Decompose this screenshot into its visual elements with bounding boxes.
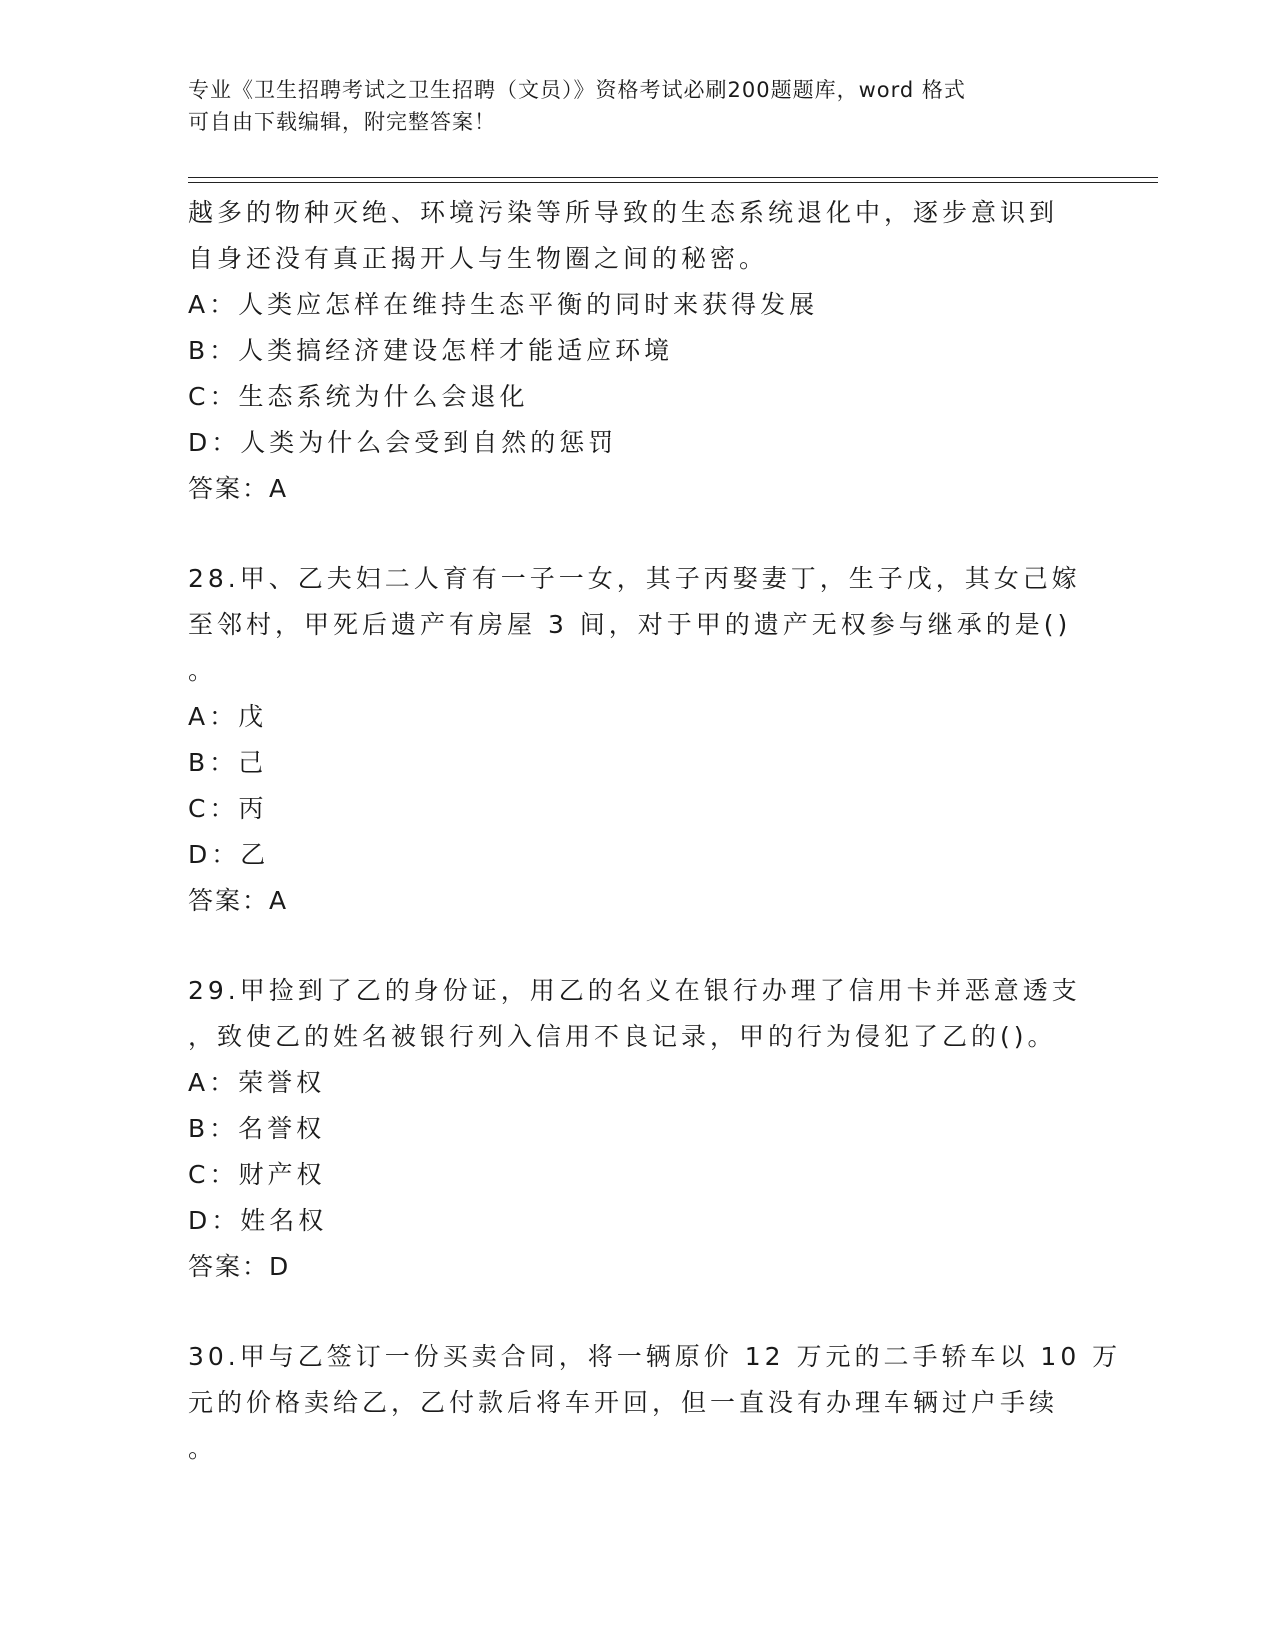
option-d: D：姓名权 bbox=[188, 1206, 328, 1235]
question-27 bbox=[188, 190, 1088, 512]
question-stem-line: 。 bbox=[188, 1434, 218, 1463]
question-stem-line: 至邻村，甲死后遗产有房屋 3 间，对于甲的遗产无权参与继承的是() bbox=[188, 610, 1072, 639]
header-title-line-2: 可自由下载编辑，附完整答案！ bbox=[188, 110, 496, 134]
question-stem-line: 越多的物种灭绝、环境污染等所导致的生态系统退化中，逐步意识到 bbox=[188, 198, 1059, 227]
question-stem-line: 30.甲与乙签订一份买卖合同，将一辆原价 12 万元的二手轿车以 10 万 bbox=[188, 1342, 1122, 1371]
question-stem-line: 元的价格卖给乙，乙付款后将车开回，但一直没有办理车辆过户手续 bbox=[188, 1388, 1059, 1417]
answer-line: 答案：A bbox=[188, 474, 289, 503]
option-c: C：生态系统为什么会退化 bbox=[188, 382, 529, 411]
option-b: B：己 bbox=[188, 748, 268, 777]
header-divider bbox=[188, 177, 1158, 183]
question-stem-line: 28.甲、乙夫妇二人育有一子一女，其子丙娶妻丁，生子戊，其女己嫁 bbox=[188, 564, 1081, 593]
option-b: B：人类搞经济建设怎样才能适应环境 bbox=[188, 336, 674, 365]
question-stem-line: 自身还没有真正揭开人与生物圈之间的秘密。 bbox=[188, 244, 769, 273]
question-stem-line: ，致使乙的姓名被银行列入信用不良记录，甲的行为侵犯了乙的()。 bbox=[188, 1022, 1057, 1051]
question-30 bbox=[188, 1334, 1122, 1472]
option-a: A：荣誉权 bbox=[188, 1068, 326, 1097]
answer-line: 答案：D bbox=[188, 1252, 291, 1281]
option-d: D：人类为什么会受到自然的惩罚 bbox=[188, 428, 618, 457]
option-c: C：财产权 bbox=[188, 1160, 326, 1189]
question-spacer bbox=[188, 512, 1088, 556]
header-title-line-1: 专业《卫生招聘考试之卫生招聘（文员）》资格考试必刷200题题库，word 格式 bbox=[188, 78, 966, 102]
question-29 bbox=[188, 968, 1088, 1290]
option-b: B：名誉权 bbox=[188, 1114, 326, 1143]
option-a: A：人类应怎样在维持生态平衡的同时来获得发展 bbox=[188, 290, 819, 319]
question-28 bbox=[188, 556, 1088, 924]
answer-line: 答案：A bbox=[188, 886, 289, 915]
question-stem-line: 29.甲捡到了乙的身份证，用乙的名义在银行办理了信用卡并恶意透支 bbox=[188, 976, 1081, 1005]
option-c: C：丙 bbox=[188, 794, 268, 823]
question-stem-line: 。 bbox=[188, 656, 218, 685]
document-body bbox=[188, 190, 1122, 1472]
question-spacer bbox=[188, 924, 1088, 968]
option-a: A：戊 bbox=[188, 702, 268, 731]
document-header bbox=[188, 74, 1068, 138]
option-d: D：乙 bbox=[188, 840, 270, 869]
question-spacer bbox=[188, 1290, 1088, 1334]
